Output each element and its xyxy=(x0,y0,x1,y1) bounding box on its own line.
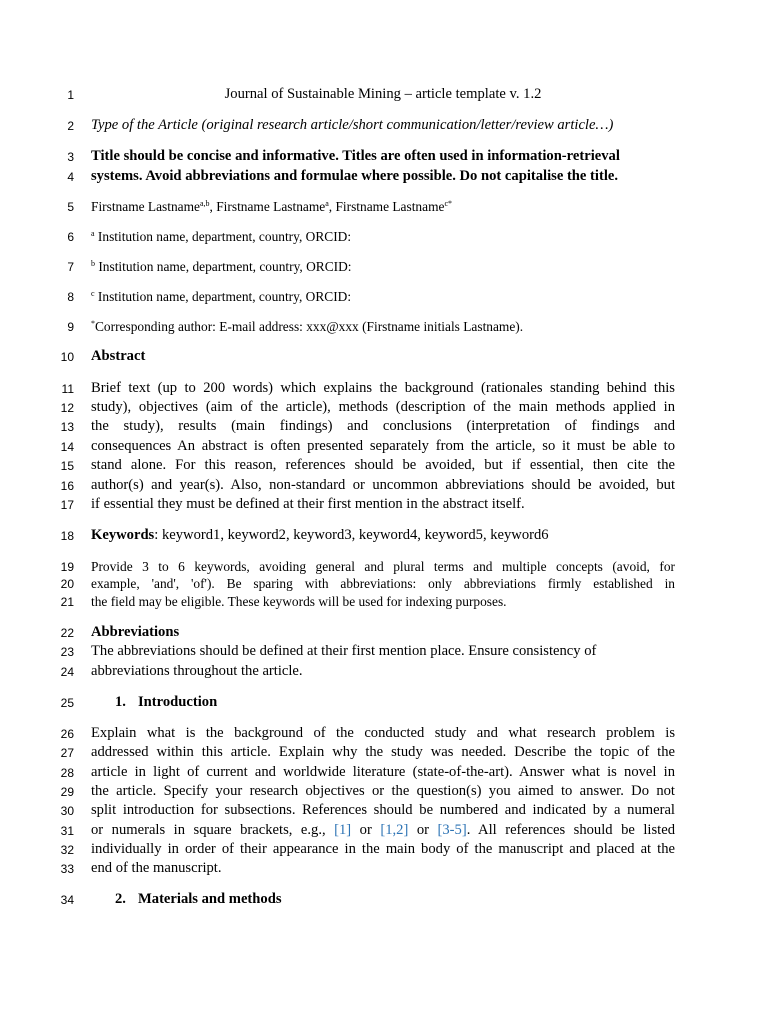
line-number: 17 xyxy=(60,498,74,512)
line-number: 29 xyxy=(60,785,74,799)
line-number: 34 xyxy=(60,893,74,907)
line-number: 1 xyxy=(67,88,74,102)
line-number: 19 xyxy=(60,560,74,574)
introduction-line: split introduction for subsections. References should be numbered and indicated by a numeral xyxy=(91,802,675,818)
section-title: Introduction xyxy=(138,694,218,710)
section-number: 2. xyxy=(115,891,126,907)
citation-link[interactable]: [1,2] xyxy=(380,822,409,838)
introduction-line: end of the manuscript. xyxy=(91,860,222,876)
line-number: 7 xyxy=(67,260,74,274)
corresponding-text: Corresponding author: E-mail address: xxx@xxx (Firstname initials Lastname). xyxy=(95,319,524,334)
line-number: 33 xyxy=(60,862,74,876)
keywords-guidance-line: the field may be eligible. These keywords will be used for indexing purposes. xyxy=(91,594,507,609)
affiliation-text: Institution name, department, country, ORCID: xyxy=(94,289,352,304)
line-number: 14 xyxy=(60,440,74,454)
line-number: 10 xyxy=(60,350,74,364)
abstract-line: author(s) and year(s). Also, non-standard or uncommon abbreviations should be avoided, but xyxy=(91,477,675,493)
affiliation xyxy=(91,287,675,306)
abstract-line: Brief text (up to 200 words) which explains the background (rationales standing behind this xyxy=(91,380,675,396)
abstract-line: the study), results (main findings) and conclusions (interpretation of findings and xyxy=(91,418,675,434)
affiliation-mark: c xyxy=(91,289,95,298)
keywords-list: : keyword1, keyword2, keyword3, keyword4, keyword5, keyword6 xyxy=(154,527,549,543)
line-number: 4 xyxy=(67,170,74,184)
affiliation-mark: a xyxy=(91,229,95,238)
line-number: 8 xyxy=(67,290,74,304)
article-type: Type of the Article (original research article/short communication/letter/review article…) xyxy=(91,117,614,133)
line-number: 25 xyxy=(60,696,74,710)
line-number: 3 xyxy=(67,150,74,164)
introduction-text: . All references should be listed xyxy=(466,822,675,838)
introduction-line: article in light of current and worldwide literature (state-of-the-art). Answer what is novel in xyxy=(91,764,675,780)
affiliation xyxy=(91,257,675,276)
abbreviations-line: abbreviations throughout the article. xyxy=(91,663,303,679)
author-separator: , xyxy=(328,199,336,214)
abstract-line: consequences An abstract is often presented separately from the article, so it must be able to xyxy=(91,438,675,454)
keywords-line xyxy=(91,526,675,545)
line-number: 9 xyxy=(67,320,74,334)
line-number: 12 xyxy=(60,401,74,415)
author-name: Firstname Lastname xyxy=(216,199,326,214)
introduction-line xyxy=(91,821,675,840)
line-number: 30 xyxy=(60,804,74,818)
introduction-text: or numerals in square brackets, e.g., xyxy=(91,822,335,838)
introduction-text: or xyxy=(408,822,438,838)
line-number: 22 xyxy=(60,626,74,640)
citation-link[interactable]: [1] xyxy=(334,822,352,838)
line-number: 24 xyxy=(60,665,74,679)
affiliation-mark: b xyxy=(91,259,95,268)
abstract-line: study), objectives (aim of the article), methods (description of the main methods applied in xyxy=(91,399,675,415)
line-number: 11 xyxy=(61,382,74,396)
introduction-line: addressed within this article. Explain why the study was needed. Describe the topic of the xyxy=(91,744,675,760)
author-affiliation-mark: a xyxy=(325,199,329,208)
line-number: 5 xyxy=(67,200,74,214)
line-number: 21 xyxy=(60,595,74,609)
author-name: Firstname Lastname xyxy=(335,199,445,214)
affiliation-text: Institution name, department, country, ORCID: xyxy=(95,259,352,274)
line-number: 16 xyxy=(60,479,74,493)
line-number: 28 xyxy=(60,766,74,780)
section-title: Materials and methods xyxy=(138,891,282,907)
line-number: 31 xyxy=(60,824,74,838)
introduction-heading xyxy=(115,693,699,712)
author-separator: , xyxy=(209,199,217,214)
author-name: Firstname Lastname xyxy=(91,199,200,214)
line-number: 15 xyxy=(60,459,74,473)
line-number: 2 xyxy=(67,119,74,133)
corresponding-author xyxy=(91,317,675,336)
citation-link[interactable]: [3-5] xyxy=(437,822,467,838)
line-number: 23 xyxy=(60,645,74,659)
author-affiliation-mark: a,b xyxy=(199,199,210,208)
introduction-line: the article. Specify your research objectives or the question(s) you aimed to answer. Do not xyxy=(91,783,675,799)
line-number: 18 xyxy=(60,529,74,543)
article-title-line-1: Title should be concise and informative. Titles are often used in information-retrieval xyxy=(91,148,620,164)
abstract-heading: Abstract xyxy=(91,348,146,364)
line-number: 20 xyxy=(60,577,74,591)
affiliation-text: Institution name, department, country, ORCID: xyxy=(94,229,352,244)
abbreviations-heading: Abbreviations xyxy=(91,624,180,640)
section-number: 1. xyxy=(115,694,126,710)
introduction-text: or xyxy=(351,822,381,838)
introduction-line: Explain what is the background of the conducted study and what research problem is xyxy=(91,725,675,741)
article-title-line-2: systems. Avoid abbreviations and formulae where possible. Do not capitalise the title. xyxy=(91,168,618,184)
introduction-line: individually in order of their appearance in the main body of the manuscript and placed at the xyxy=(91,841,675,857)
keywords-guidance-line: Provide 3 to 6 keywords, avoiding general and plural terms and multiple concepts (avoid, for xyxy=(91,559,675,574)
affiliation xyxy=(91,227,675,246)
line-number: 13 xyxy=(60,420,74,434)
abbreviations-line: The abbreviations should be defined at their first mention place. Ensure consistency of xyxy=(91,643,597,659)
keywords-guidance-line: example, 'and', 'of'). Be sparing with abbreviations: only abbreviations firmly established in xyxy=(91,576,675,591)
journal-header: Journal of Sustainable Mining – article template v. 1.2 xyxy=(224,86,542,102)
line-number: 27 xyxy=(60,746,74,760)
abstract-line: if essential they must be defined at their first mention in the abstract itself. xyxy=(91,496,525,512)
abstract-line: stand alone. For this reason, references should be avoided, but if essential, then cite the xyxy=(91,457,675,473)
line-number: 26 xyxy=(60,727,74,741)
author-list xyxy=(91,197,675,216)
methods-heading xyxy=(115,890,699,909)
line-number: 6 xyxy=(67,230,74,244)
corresponding-mark: * xyxy=(91,319,95,328)
line-number: 32 xyxy=(60,843,74,857)
keywords-label: Keywords xyxy=(91,527,155,543)
author-affiliation-mark: c* xyxy=(444,199,452,208)
